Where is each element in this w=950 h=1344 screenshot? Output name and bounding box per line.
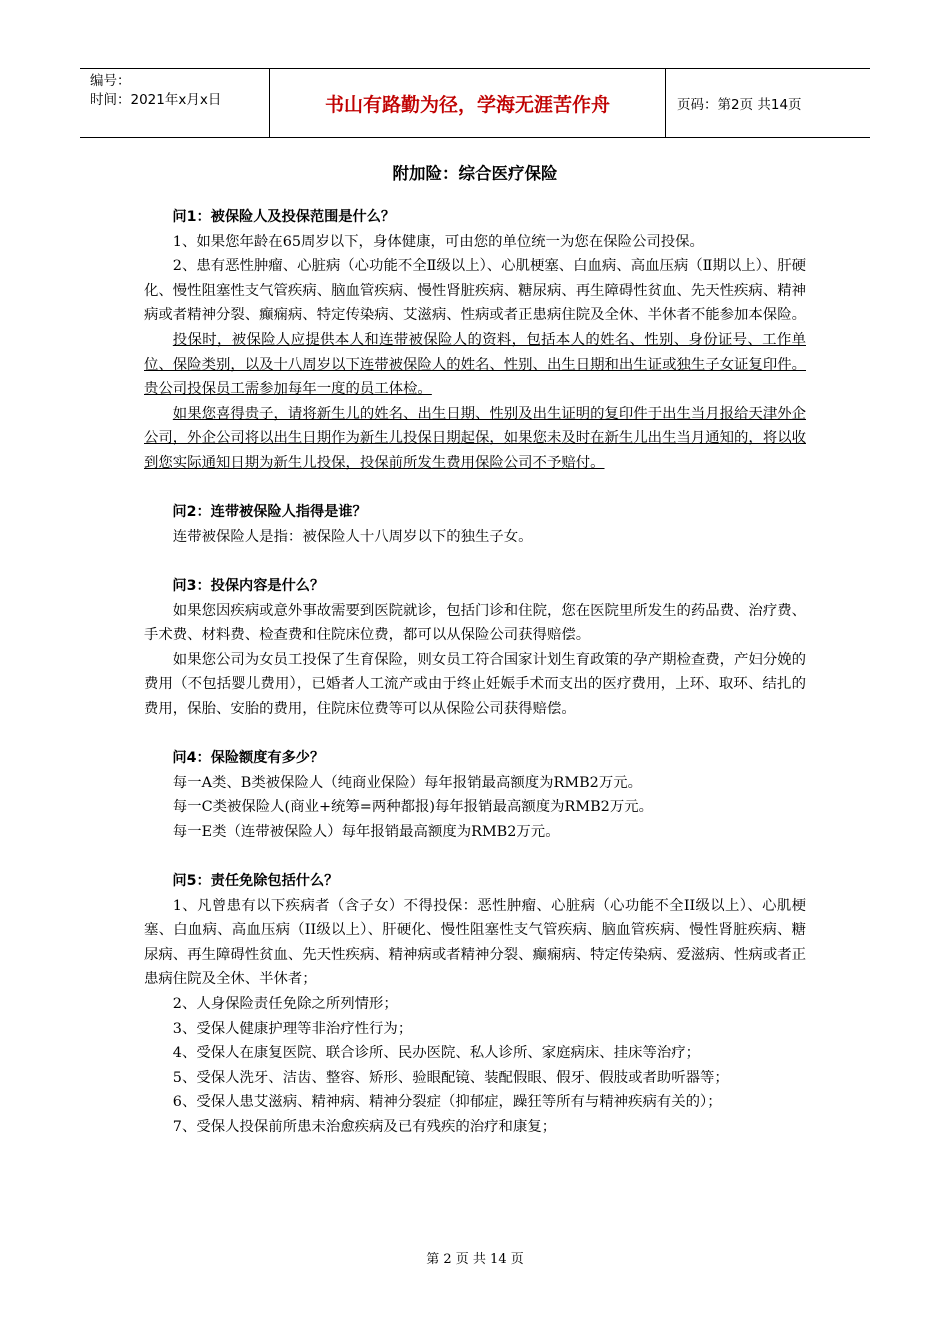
section-gap [144, 844, 806, 869]
question-heading: 问4：保险额度有多少？ [172, 750, 325, 767]
document-title: 附加险：综合医疗保险 [392, 164, 558, 183]
body-paragraph: 投保时，被保险人应提供本人和连带被保险人的资料，包括本人的姓名、性别、身份证号、工作单位、保险类别，以及十八周岁以下连带被保险人的姓名、性别、出生日期和出生证或独生子女证复印件。贵公司投保员工需参加每年一度的员工体检。 [144, 331, 806, 398]
body-paragraph: 1、如果您年龄在65周岁以下，身体健康，可由您的单位统一为您在保险公司投保。 [172, 233, 704, 250]
section-gap [144, 476, 806, 501]
question-heading: 问3：投保内容是什么？ [172, 577, 325, 594]
body-paragraph: 每一E类（连带被保险人）每年报销最高额度为RMB2万元。 [172, 823, 560, 840]
body-paragraph: 4、受保人在康复医院、联合诊所、民办医院、私人诊所、家庭病床、挂床等治疗； [172, 1045, 701, 1062]
section-gap [144, 721, 806, 746]
body-paragraph: 如果您因疾病或意外事故需要到医院就诊，包括门诊和住院，您在医院里所发生的药品费、治疗费、手术费、材料费、检查费和住院床位费，都可以从保险公司获得赔偿。 [144, 602, 806, 644]
header-meta [80, 69, 270, 137]
section-gap [144, 549, 806, 574]
date-label: 时间：2021年x月x日 [90, 92, 222, 108]
body-paragraph: 2、人身保险责任免除之所列情形； [172, 996, 398, 1012]
body-paragraph: 6、受保人患艾滋病、精神病、精神分裂症（抑郁症，躁狂等所有与精神疾病有关的）； [172, 1094, 722, 1111]
body-paragraph: 每一A类、B类被保险人（纯商业保险）每年报销最高额度为RMB2万元。 [172, 774, 643, 791]
question-heading: 问2：连带被保险人指得是谁？ [172, 504, 367, 521]
question-heading: 问5：责任免除包括什么？ [172, 873, 339, 890]
body-paragraph: 如果您公司为女员工投保了生育保险，则女员工符合国家计划生育政策的孕产期检查费，产妇分娩的费用（不包括婴儿费用），已婚者人工流产或由于终止妊娠手术而支出的医疗费用，上环、取环、结扎的费用，保胎、安胎的费用，住院床位费等可以从保险公司获得赔偿。 [144, 651, 806, 717]
body-paragraph: 7、受保人投保前所患未治愈疾病及已有残疾的治疗和康复； [172, 1118, 557, 1135]
body-paragraph: 如果您喜得贵子，请将新生儿的姓名、出生日期、性别及出生证明的复印件于出生当月报给天津外企公司，外企公司将以出生日期作为新生儿投保日期起保，如果您未及时在新生儿出生当月通知的，将以收到您实际通知日期为新生儿投保，投保前所发生费用保险公司不予赔付。 [144, 405, 806, 471]
page-footer: 第 2 页 共 14 页 [426, 1252, 524, 1267]
header-motto: 书山有路勤为径，学海无涯苦作舟 [270, 69, 666, 137]
body-paragraph: 5、受保人洗牙、洁齿、整容、矫形、验眼配镜、装配假眼、假牙、假肢或者助听器等； [172, 1069, 729, 1086]
body-paragraph: 3、受保人健康护理等非治疗性行为； [172, 1020, 413, 1037]
body-paragraph: 1、凡曾患有以下疾病者（含子女）不得投保：恶性肿瘤、心脏病（心功能不全II级以上）、心肌梗塞、白血病、高血压病（II级以上）、肝硬化、慢性阻塞性支气管疾病、脑血管疾病、慢性肾脏疾病、糖尿病、再生障碍性贫血、先天性疾病、精神病或者精神分裂、癫痫病、特定传染病、爱滋病、性病或者正患病住院及全休、半休者； [144, 897, 806, 988]
header-page-info: 页码：第2页 共14页 [677, 97, 802, 113]
page-header [80, 68, 870, 138]
body-paragraph: 每一C类被保险人(商业+统筹=两种都报)每年报销最高额度为RMB2万元。 [172, 799, 654, 816]
body-paragraph: 2、患有恶性肿瘤、心脏病（心功能不全Ⅱ级以上）、心肌梗塞、白血病、高血压病（Ⅱ期以上）、肝硬化、慢性阻塞性支气管疾病、脑血管疾病、慢性肾脏疾病、糖尿病、再生障碍性贫血、先天性疾病、精神病或者精神分裂、癫痫病、特定传染病、艾滋病、性病或者正患病住院及全休、半休者不能参加本保险。 [144, 258, 806, 324]
body-paragraph: 连带被保险人是指：被保险人十八周岁以下的独生子女。 [172, 528, 533, 545]
number-label: 编号： [90, 73, 131, 89]
question-heading: 问1：被保险人及投保范围是什么？ [172, 209, 396, 225]
document-body [144, 205, 806, 1140]
